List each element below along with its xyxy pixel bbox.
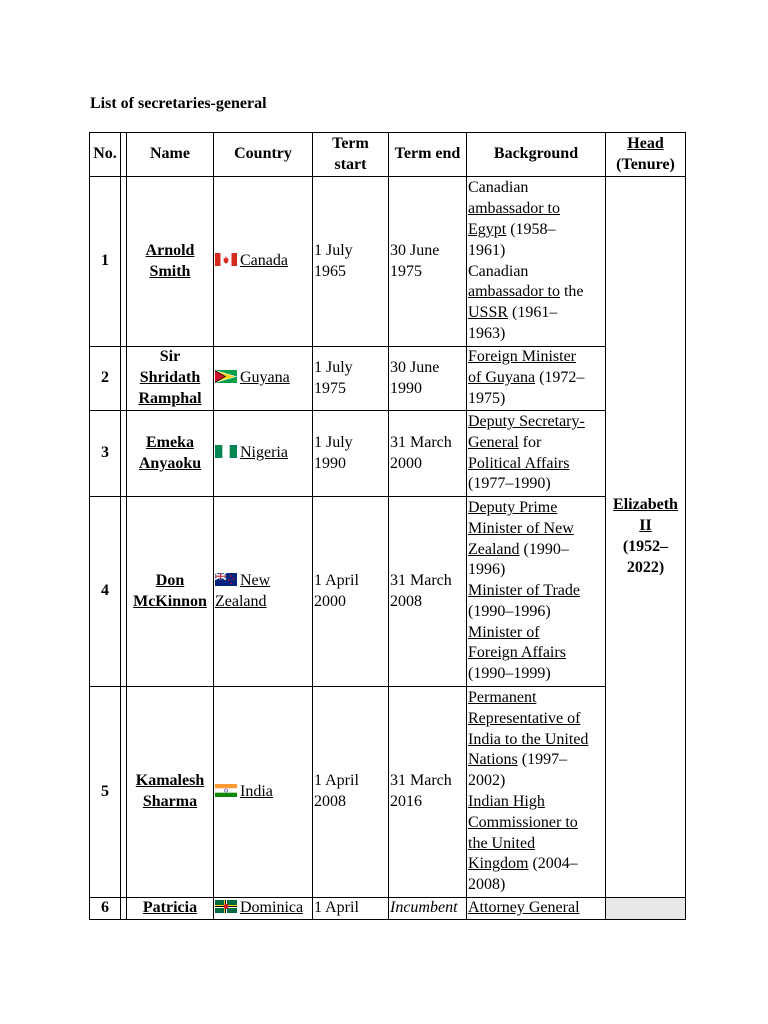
row-number: 5 [90, 687, 121, 898]
background-link[interactable]: Representative of [468, 709, 581, 727]
term-end: 30 June 1990 [389, 347, 467, 411]
secretary-name-link[interactable]: Kamalesh Sharma [127, 687, 214, 898]
background-link[interactable]: Deputy Secretary- [468, 412, 585, 430]
secretary-name-link[interactable]: Emeka Anyaoku [127, 411, 214, 497]
background-link[interactable]: Minister of Trade [468, 582, 580, 600]
secretary-name-link[interactable]: Don McKinnon [127, 497, 214, 687]
header-no: No. [90, 133, 121, 177]
country-cell [214, 898, 313, 920]
background-cell: Foreign Minister of Guyana (1972– 1975) [467, 347, 606, 411]
background-link[interactable]: Foreign Minister [468, 348, 576, 366]
header-country: Country [214, 133, 313, 177]
table-row [90, 177, 686, 347]
background-link[interactable]: ambassador to [468, 200, 560, 218]
header-term-end: Term end [389, 133, 467, 177]
term-start: 1 July 1965 [313, 177, 389, 347]
term-end: 30 June 1975 [389, 177, 467, 347]
background-cell [467, 898, 606, 920]
background-link[interactable]: Kingdom [468, 855, 529, 873]
header-term-start: Term start [313, 133, 389, 177]
canada-flag-icon [215, 253, 237, 266]
nigeria-flag-icon [215, 445, 237, 458]
india-flag-icon [215, 784, 237, 797]
country-link[interactable]: Dominica [240, 899, 304, 916]
term-start: 1 July 1975 [313, 347, 389, 411]
secretaries-general-table [89, 132, 686, 920]
background-cell: Permanent Representative of India to the United Nations (1997– 2002) Indian High Commissioner to the United Kingdom (2004– 2008) [467, 687, 606, 898]
background-link[interactable]: Minister of New [468, 519, 574, 537]
head-name-link[interactable]: Elizabeth II [613, 496, 678, 535]
background-link[interactable]: Indian High [468, 793, 545, 810]
head-cell [606, 898, 686, 920]
page-title: List of secretaries-general [90, 95, 267, 112]
background-link[interactable]: Attorney General [468, 899, 580, 916]
secretary-name-link[interactable]: Arnold Smith [127, 177, 214, 347]
table-row [90, 687, 686, 898]
background-link[interactable]: India to the United [468, 730, 589, 748]
background-link[interactable]: Political Affairs [468, 454, 570, 472]
country-link[interactable]: New Zealand [215, 571, 271, 610]
term-start: 1 April 2000 [313, 497, 389, 687]
table-row [90, 497, 686, 687]
term-end: 31 March 2016 [389, 687, 467, 898]
background-cell: Deputy Prime Minister of New Zealand (1990– 1996) Minister of Trade (1990–1996) Minister of Foreign Affairs (1990–1999) [467, 497, 606, 687]
table-row [90, 898, 686, 920]
background-link[interactable]: General [468, 433, 519, 451]
background-link[interactable]: Zealand [468, 540, 520, 558]
secretary-name-link[interactable]: Patricia [127, 898, 214, 920]
table-row [90, 347, 686, 411]
country-link[interactable]: India [240, 782, 273, 800]
term-end: Incumbent [389, 898, 467, 920]
background-link[interactable]: the United [468, 834, 536, 852]
background-link[interactable]: Minister of [468, 623, 540, 641]
dominica-flag-icon [215, 900, 237, 913]
head-cell: Elizabeth II (1952– 2022) [606, 177, 686, 898]
term-start: 1 April 2008 [313, 687, 389, 898]
country-cell [214, 411, 313, 497]
country-cell [214, 687, 313, 898]
country-cell [214, 497, 313, 687]
country-link[interactable]: Canada [240, 252, 288, 270]
table-row [90, 411, 686, 497]
background-link[interactable]: Egypt [468, 220, 507, 238]
row-number: 6 [90, 898, 121, 920]
term-end: 31 March 2000 [389, 411, 467, 497]
row-number: 4 [90, 497, 121, 687]
background-link[interactable]: Permanent [468, 689, 537, 707]
row-number: 1 [90, 177, 121, 347]
new-zealand-flag-icon [215, 573, 237, 586]
header-name: Name [127, 133, 214, 177]
background-link[interactable]: Commissioner to [468, 813, 578, 831]
term-start: 1 July 1990 [313, 411, 389, 497]
country-cell [214, 177, 313, 347]
header-head: Head (Tenure) [606, 133, 686, 177]
background-cell: Canadian ambassador to Egypt (1958– 1961) Canadian ambassador to the USSR (1961– 1963) [467, 177, 606, 347]
secretary-name-link[interactable]: Sir Shridath Ramphal [127, 347, 214, 411]
background-link[interactable]: Deputy Prime [468, 498, 558, 516]
background-link[interactable]: ambassador to [468, 283, 560, 301]
background-link[interactable]: Nations [468, 751, 518, 769]
head-link[interactable]: Head [627, 134, 664, 152]
country-cell [214, 347, 313, 411]
term-end: 31 March 2008 [389, 497, 467, 687]
background-cell: Deputy Secretary- General for Political Affairs (1977–1990) [467, 411, 606, 497]
country-link[interactable]: Guyana [240, 369, 290, 387]
country-link[interactable]: Nigeria [240, 444, 288, 462]
guyana-flag-icon [215, 370, 237, 383]
header-row [90, 133, 686, 177]
background-link[interactable]: USSR [468, 304, 509, 322]
header-background: Background [467, 133, 606, 177]
background-link[interactable]: of Guyana [468, 369, 536, 387]
row-number: 3 [90, 411, 121, 497]
term-start: 1 April [313, 898, 389, 920]
background-link[interactable]: Foreign Affairs [468, 644, 566, 662]
row-number: 2 [90, 347, 121, 411]
